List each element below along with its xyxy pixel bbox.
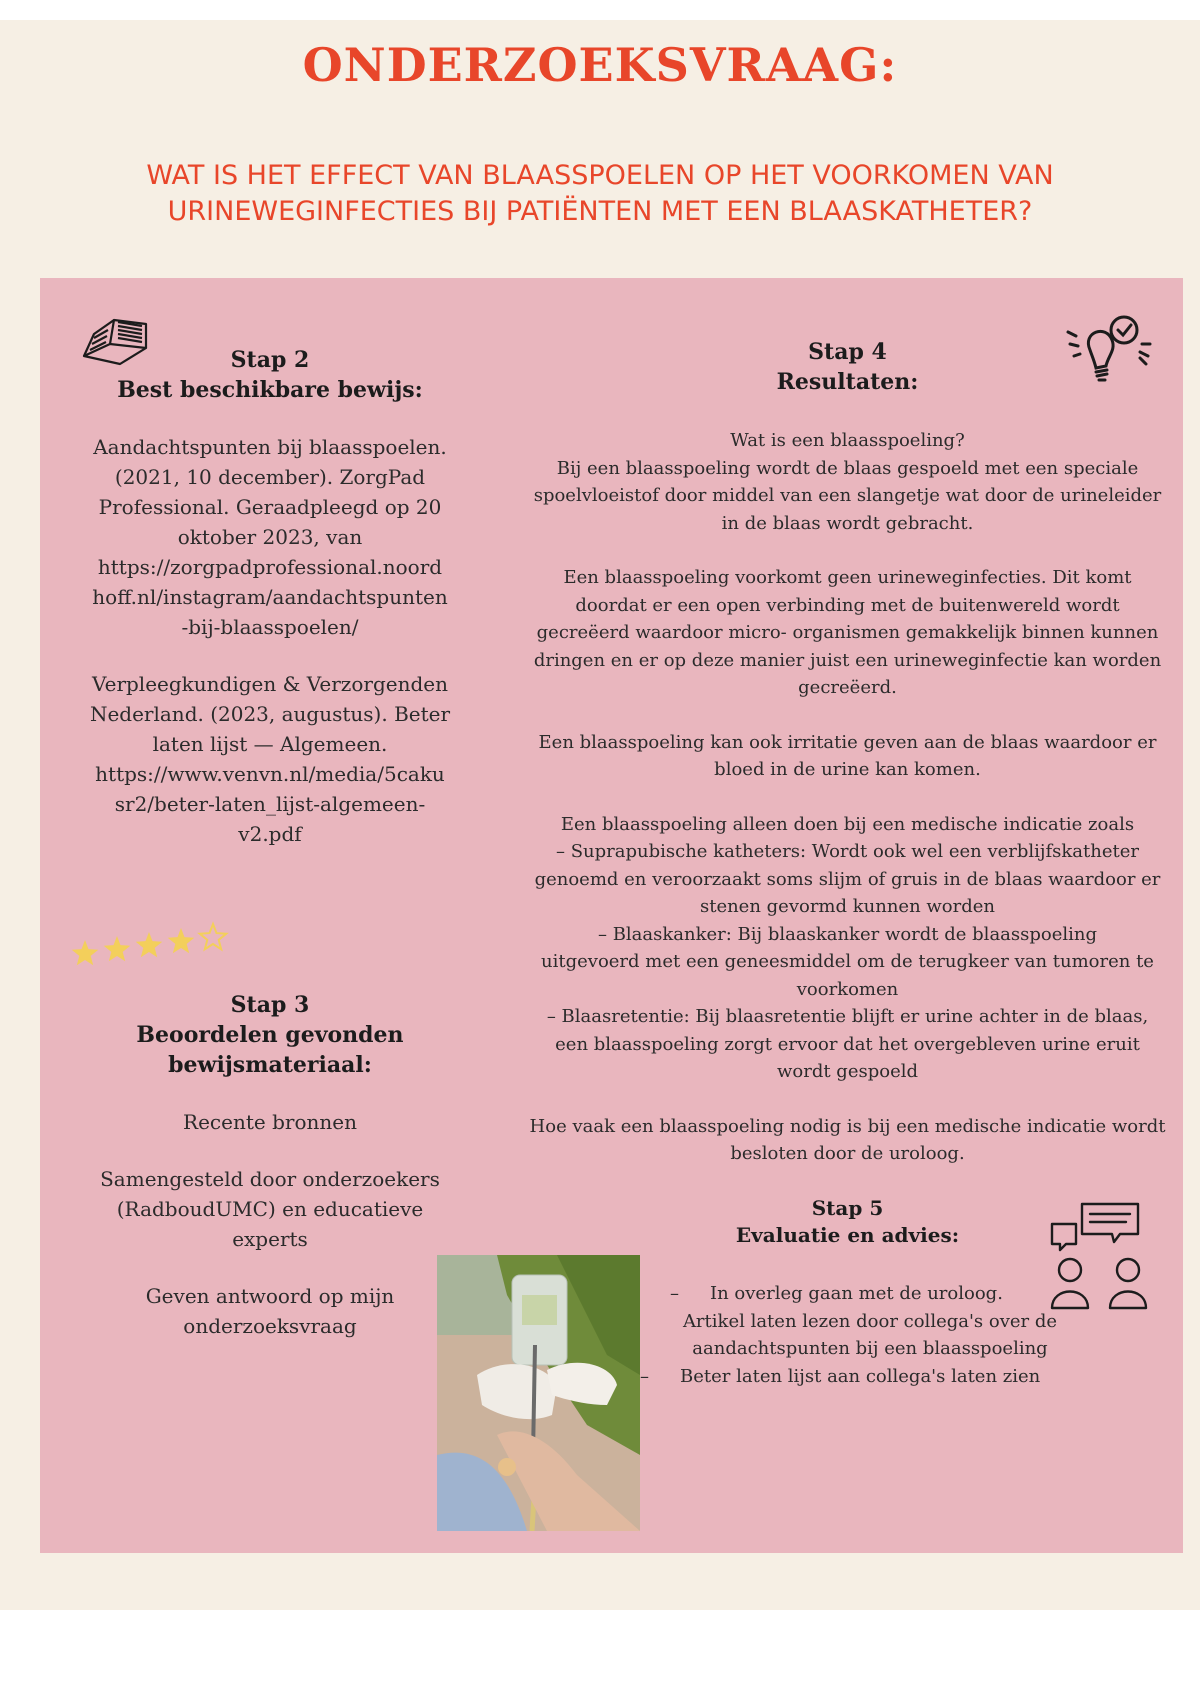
star-filled-icon xyxy=(104,936,131,961)
step5-item-2: Artikel laten lezen door collega's over de aandachtspunten bij een blaasspoeling xyxy=(682,1310,1058,1359)
step5-item-1: In overleg gaan met de uroloog. xyxy=(710,1283,1003,1304)
step3-point-2: Samengesteld door onderzoekers (RadboudUMC) en educatieve experts xyxy=(100,1167,440,1251)
step4-heading-2: Resultaten: xyxy=(776,369,919,395)
star-empty-icon xyxy=(200,924,227,949)
step5-item-3: Beter laten lijst aan collega's laten zien xyxy=(680,1365,1041,1387)
list-item: – Beter laten lijst aan collega's laten zien xyxy=(640,1363,1110,1391)
step2-heading-1: Stap 2 xyxy=(230,347,310,373)
step5-heading-1: Stap 5 xyxy=(811,1196,884,1220)
star-filled-icon xyxy=(168,928,195,953)
step5-heading-2: Evaluatie en advies: xyxy=(735,1223,960,1247)
step2-reference-1: Aandachtspunten bij blaasspoelen. (2021, 10 december). ZorgPad Professional. Geraadpleegd op 20 oktober 2023, van https://zorgpadprofessional.noord hoff.nl/instagram/aandachtspunten -bij-blaasspoelen/ xyxy=(92,435,448,639)
step5-advice-list xyxy=(640,1280,1110,1390)
step4-heading-1: Stap 4 xyxy=(808,339,887,365)
step2-heading-2: Best beschikbare bewijs: xyxy=(117,377,423,403)
step3-heading-2: Beoordelen gevonden bewijsmateriaal: xyxy=(136,1022,404,1078)
step4-paragraph-3: Een blaasspoeling kan ook irritatie geven aan de blaas waardoor er bloed in de urine kan komen. xyxy=(538,731,1157,780)
step2-reference-2: Verpleegkundigen & Verzorgenden Nederland. (2023, augustus). Beter laten lijst — Algemeen. https://www.venvn.nl/media/5caku sr2/beter-laten_lijst-algemeen- v2.pdf xyxy=(89,672,451,846)
page-title: ONDERZOEKSVRAAG: xyxy=(302,38,898,92)
step3-point-1: Recente bronnen xyxy=(183,1110,357,1134)
star-filled-icon xyxy=(72,940,99,965)
rating-stars xyxy=(70,920,240,974)
step3-point-3: Geven antwoord op mijn onderzoeksvraag xyxy=(145,1284,395,1338)
list-item xyxy=(660,1308,1080,1363)
nurse-catheter-photo xyxy=(437,1255,640,1531)
research-question: WAT IS HET EFFECT VAN BLAASSPOELEN OP HET VOORKOMEN VAN URINEWEGINFECTIES BIJ PATIËNTEN MET EEN BLAASKATHETER? xyxy=(146,160,1054,227)
star-filled-icon xyxy=(136,932,163,957)
step4-paragraph-4: Een blaasspoeling alleen doen bij een medische indicatie zoals – Suprapubische katheters: Wordt ook wel een verblijfskatheter genoemd en veroorzaakt soms slijm of gruis in de blaas waardoor er stenen gevormd kunnen worden – Blaaskanker: Bij blaaskanker wordt de blaasspoeling uitgevoerd met een geneesmiddel om de terugkeer van tumoren te voorkomen – Blaasretentie: Bij blaasretentie blijft er urine achter in de blaas, een blaasspoeling zorgt ervoor dat het overgebleven urine eruit wordt gespoeld xyxy=(534,813,1161,1082)
step4-paragraph-1: Wat is een blaasspoeling? Bij een blaasspoeling wordt de blaas gespoeld met een speciale spoelvloeistof door middel van een slangetje wat door de urineleider in de blaas wordt gebracht. xyxy=(533,430,1162,534)
list-item: – In overleg gaan met de uroloog. xyxy=(670,1280,1110,1308)
step4-paragraph-5: Hoe vaak een blaasspoeling nodig is bij een medische indicatie wordt besloten door de uroloog. xyxy=(529,1115,1166,1164)
step3-heading-1: Stap 3 xyxy=(230,992,310,1018)
step4-paragraph-2: Een blaasspoeling voorkomt geen urineweginfecties. Dit komt doordat er een open verbinding met de buitenwereld wordt gecreëerd waardoor micro- organismen gemakkelijk binnen kunnen dringen en er op deze manier juist een urineweginfectie kan worden gecreëerd. xyxy=(533,567,1162,698)
